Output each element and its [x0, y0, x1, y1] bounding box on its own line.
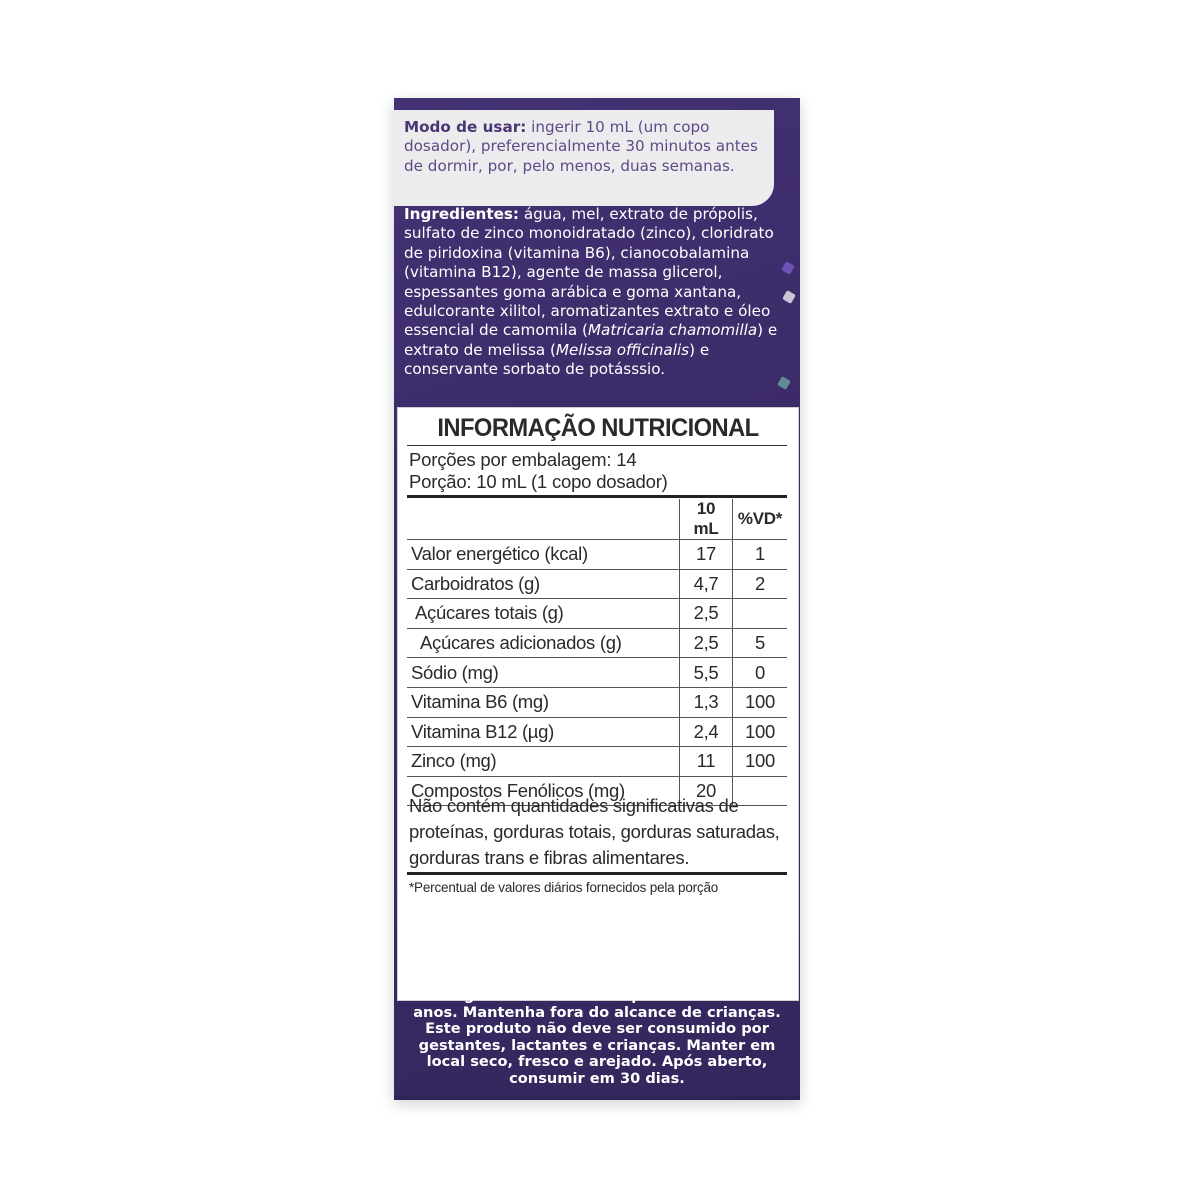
- header-spacer: [407, 499, 680, 540]
- nutrient-value: 4,7: [680, 569, 733, 599]
- ingredients-text-b: ) e extrato de melissa (: [404, 321, 778, 359]
- table-row: [407, 658, 787, 688]
- portions-info: [409, 449, 668, 493]
- nutrition-title: INFORMAÇÃO NUTRICIONAL: [437, 414, 759, 442]
- nutrient-value: 2,5: [680, 599, 733, 629]
- nutrient-value: 11: [680, 747, 733, 777]
- nutrient-name: Sódio (mg): [407, 658, 680, 688]
- ingredients-text-a: água, mel, extrato de própolis, sulfato de zinco monoidratado (zinco), cloridrato de piridoxina (vitamina B6), cianocobalamina (vitamina B12), agente de massa glicerol, espessantes goma arábica e goma xantana, edulcorante xilitol, aromatizantes extrato e óleo essencial de camomila (: [404, 205, 774, 340]
- nutrient-dv: 100: [733, 717, 788, 747]
- nutrient-name: Zinco (mg): [407, 747, 680, 777]
- nutrient-dv: 100: [733, 747, 788, 777]
- nutrient-value: 17: [680, 540, 733, 570]
- warning-text: Este produto não é medicamento. Não exceder a recomendação diária de consumo indicada na embalagem. Recomendado para maiores de 19 anos. Mantenha fora do alcance de crianças. Este produto não deve ser consumido por gestantes, lactantes e crianças. Manter em local seco, fresco e arejado. Após aberto, consumir em 30 dias.: [401, 954, 793, 1087]
- shake-notice: AGITE ANTES DE USAR: [490, 931, 704, 951]
- nutrient-dv: 5: [733, 628, 788, 658]
- nutrient-value: 1,3: [680, 687, 733, 717]
- nutrient-dv: 2: [733, 569, 788, 599]
- ingredients-list: [404, 205, 779, 380]
- nutrient-dv: 0: [733, 658, 788, 688]
- nutrition-table: [407, 499, 787, 806]
- header-value: 10 mL: [680, 499, 733, 540]
- hexagon-dot-decoration: [781, 261, 795, 275]
- usage-text: ingerir 10 mL (um copo dosador), preferencialmente 30 minutos antes de dormir, por, pelo menos, duas semanas.: [404, 118, 758, 175]
- nutrient-value: 2,4: [680, 717, 733, 747]
- nutrient-dv: 100: [733, 687, 788, 717]
- table-row: [407, 717, 787, 747]
- nutrient-name: Carboidratos (g): [407, 569, 680, 599]
- divider-thick: [407, 495, 787, 498]
- nutrient-dv: [733, 599, 788, 629]
- divider-thick: [407, 872, 787, 875]
- nutrition-note: Não contém quantidades significativas de proteínas, gorduras totais, gorduras saturadas, gorduras trans e fibras alimentares.: [409, 795, 780, 868]
- gluten-notice: NÃO CONTÉM GLÚTEN: [493, 909, 701, 929]
- bottom-notices: [394, 908, 800, 1087]
- nutrient-name: Açúcares totais (g): [407, 599, 680, 629]
- usage-label: Modo de usar:: [404, 118, 527, 136]
- dv-footnote: *Percentual de valores diários fornecidos pela porção: [409, 880, 719, 895]
- portions-per-package: Porções por embalagem: 14: [409, 449, 637, 470]
- usage-instructions: [394, 110, 774, 206]
- product-box-side-panel: [394, 98, 800, 1100]
- table-row: [407, 599, 787, 629]
- hexagon-dot-decoration: [782, 290, 796, 304]
- ingredients-italic-2: Melissa officinalis: [555, 340, 690, 359]
- nutrient-name: Vitamina B12 (µg): [407, 717, 680, 747]
- table-row: [407, 540, 787, 570]
- header-dv: %VD*: [733, 499, 788, 540]
- table-header-row: [407, 499, 787, 540]
- nutrient-value: 20: [680, 776, 733, 806]
- divider: [407, 445, 787, 446]
- table-row: [407, 569, 787, 599]
- portion-size: Porção: 10 mL (1 copo dosador): [409, 471, 668, 492]
- nutrient-value: 2,5: [680, 628, 733, 658]
- hexagon-dot-decoration: [777, 376, 791, 390]
- nutrient-value: 5,5: [680, 658, 733, 688]
- nutrient-name: Valor energético (kcal): [407, 540, 680, 570]
- nutrient-name: Açúcares adicionados (g): [407, 628, 680, 658]
- nutrient-dv: 1: [733, 540, 788, 570]
- table-row: [407, 747, 787, 777]
- nutrient-name: Compostos Fenólicos (mg): [407, 776, 680, 806]
- ingredients-text-c: ) e conservante sorbato de potásssio.: [404, 340, 710, 379]
- ingredients-label: Ingredientes:: [404, 205, 519, 223]
- table-row: [407, 628, 787, 658]
- ingredients-italic-1: Matricaria chamomilla: [587, 321, 758, 340]
- table-row: [407, 687, 787, 717]
- nutrient-name: Vitamina B6 (mg): [407, 687, 680, 717]
